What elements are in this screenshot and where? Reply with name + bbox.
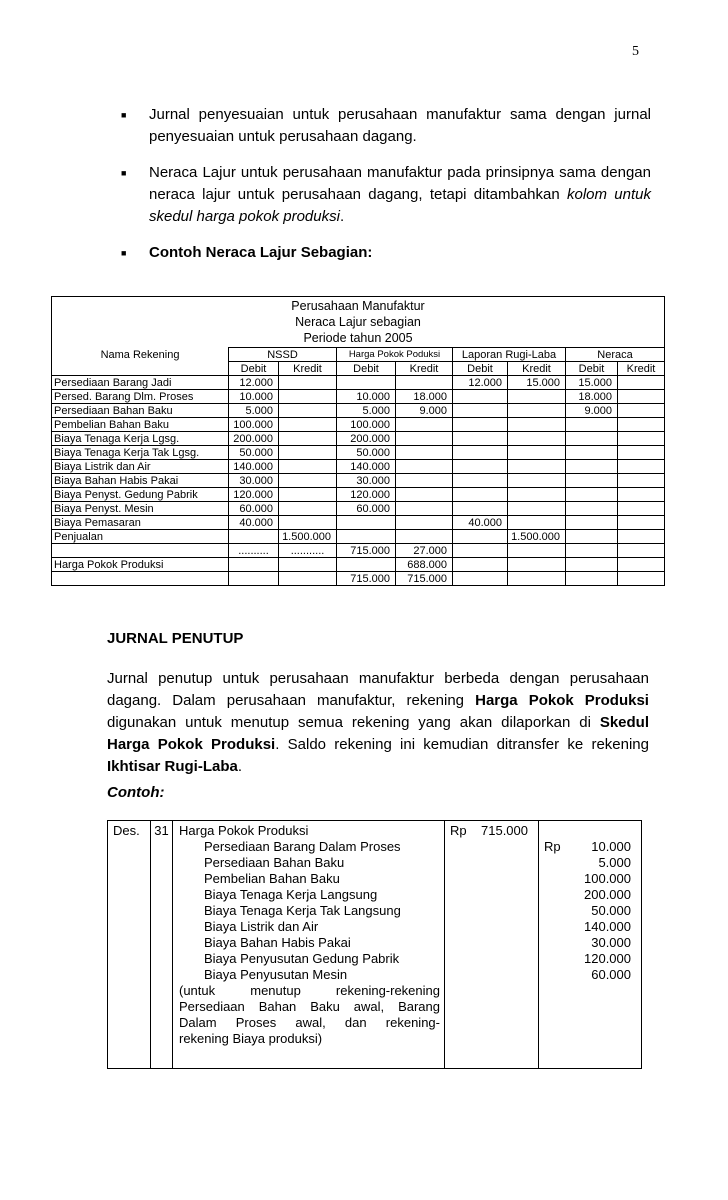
- amount-cell: 15.000: [508, 376, 566, 390]
- amount-cell: 60.000: [337, 502, 396, 516]
- memo-line: Dalam Proses awal, dan rekening-: [179, 1015, 440, 1030]
- debit-column: [445, 821, 539, 1069]
- amount-cell: 10.000: [229, 390, 279, 404]
- account-name-cell: Biaya Penyst. Gedung Pabrik: [52, 488, 229, 502]
- amount-cell: [508, 488, 566, 502]
- amount-cell: 30.000: [229, 474, 279, 488]
- amount-cell: [508, 432, 566, 446]
- amount-cell: [618, 558, 665, 572]
- table-row: [52, 418, 665, 432]
- bullet-text: Neraca Lajur untuk perusahaan manufaktur pada prinsipnya sama dengan neraca lajur untuk perusahaan dagang, tetapi ditambahkan kolom untuk skedul harga pokok produksi.: [149, 164, 651, 225]
- amount-cell: [508, 418, 566, 432]
- amount-cell: 200.000: [337, 432, 396, 446]
- amount-cell: [566, 488, 618, 502]
- amount-cell: 120.000: [337, 488, 396, 502]
- amount-cell: [396, 376, 453, 390]
- amount-cell: [396, 418, 453, 432]
- amount-cell: ...........: [279, 544, 337, 558]
- credit-amount: 5.000: [598, 855, 631, 870]
- amount-cell: [566, 502, 618, 516]
- account-name-cell: Biaya Bahan Habis Pakai: [52, 474, 229, 488]
- example-label: Contoh:: [107, 784, 165, 801]
- account-name-cell: Harga Pokok Produksi: [52, 558, 229, 572]
- credit-amount: 200.000: [584, 887, 631, 902]
- amount-cell: [396, 502, 453, 516]
- amount-cell: [396, 432, 453, 446]
- amount-cell: 5.000: [229, 404, 279, 418]
- amount-cell: [337, 376, 396, 390]
- amount-cell: [566, 432, 618, 446]
- amount-cell: 1.500.000: [279, 530, 337, 544]
- amount-cell: [453, 460, 508, 474]
- amount-cell: 140.000: [229, 460, 279, 474]
- amount-cell: 9.000: [396, 404, 453, 418]
- account-name-cell: Pembelian Bahan Baku: [52, 418, 229, 432]
- amount-cell: [618, 432, 665, 446]
- table-row: [52, 502, 665, 516]
- subheader-cell: Kredit: [279, 362, 337, 376]
- bullet-text: Jurnal penyesuaian untuk perusahaan manufaktur sama dengan jurnal penyesuaian untuk perusahaan dagang.: [149, 106, 651, 145]
- amount-cell: [279, 460, 337, 474]
- account-name-cell: Biaya Listrik dan Air: [52, 460, 229, 474]
- amount-cell: [279, 516, 337, 530]
- memo-line: (untuk menutup rekening-rekening: [179, 983, 440, 998]
- square-bullet-icon: ■: [121, 248, 127, 258]
- amount-cell: [618, 418, 665, 432]
- bullet-item: [121, 242, 651, 264]
- amount-cell: [279, 446, 337, 460]
- amount-cell: [453, 418, 508, 432]
- amount-cell: [279, 558, 337, 572]
- subheader-cell: Kredit: [618, 362, 665, 376]
- table-row: [52, 404, 665, 418]
- amount-cell: [508, 460, 566, 474]
- credit-amount-line: [544, 935, 641, 951]
- credit-amount-line: [544, 919, 641, 935]
- table-row: [52, 558, 665, 572]
- credit-amount-line: [544, 855, 641, 871]
- account-name-cell: [52, 572, 229, 586]
- amount-cell: [566, 572, 618, 586]
- amount-cell: [453, 432, 508, 446]
- credit-column: [539, 821, 642, 1069]
- table-row: [52, 572, 665, 586]
- subheader-cell: Debit: [229, 362, 279, 376]
- credit-amount: 10.000: [591, 839, 631, 854]
- amount-cell: [508, 558, 566, 572]
- amount-cell: [337, 516, 396, 530]
- memo-line: rekening Biaya produksi): [179, 1031, 323, 1046]
- amount-cell: [566, 530, 618, 544]
- table-row: [52, 432, 665, 446]
- amount-cell: [618, 376, 665, 390]
- amount-cell: [508, 390, 566, 404]
- amount-cell: [229, 572, 279, 586]
- table-row: [52, 446, 665, 460]
- page-number: 5: [632, 44, 639, 59]
- amount-cell: [279, 432, 337, 446]
- account-name-cell: [52, 544, 229, 558]
- credit-account: Biaya Listrik dan Air: [204, 919, 319, 934]
- amount-cell: 50.000: [337, 446, 396, 460]
- amount-cell: 30.000: [337, 474, 396, 488]
- credit-currency: Rp: [544, 839, 561, 854]
- account-name-cell: Persediaan Bahan Baku: [52, 404, 229, 418]
- amount-cell: [566, 446, 618, 460]
- amount-cell: 12.000: [229, 376, 279, 390]
- amount-cell: [508, 474, 566, 488]
- amount-cell: [508, 404, 566, 418]
- table-row: [52, 474, 665, 488]
- spacer: [544, 823, 641, 839]
- amount-cell: 5.000: [337, 404, 396, 418]
- amount-cell: 60.000: [229, 502, 279, 516]
- credit-amount-line: [544, 871, 641, 887]
- square-bullet-icon: ■: [121, 110, 127, 120]
- amount-cell: [229, 530, 279, 544]
- amount-cell: 27.000: [396, 544, 453, 558]
- amount-cell: [279, 390, 337, 404]
- amount-cell: [566, 558, 618, 572]
- amount-cell: 10.000: [337, 390, 396, 404]
- amount-cell: 9.000: [566, 404, 618, 418]
- amount-cell: [279, 572, 337, 586]
- credit-amount: 120.000: [584, 951, 631, 966]
- subheader-cell: Kredit: [508, 362, 566, 376]
- amount-cell: [396, 460, 453, 474]
- amount-cell: [396, 488, 453, 502]
- bullet-item: [121, 104, 651, 148]
- table-row: [52, 488, 665, 502]
- amount-cell: [453, 530, 508, 544]
- journal-accounts: [173, 821, 445, 1069]
- credit-account: Persediaan Barang Dalam Proses: [204, 839, 401, 854]
- amount-cell: ..........: [229, 544, 279, 558]
- account-name-cell: Persediaan Barang Jadi: [52, 376, 229, 390]
- amount-cell: [453, 572, 508, 586]
- amount-cell: [618, 474, 665, 488]
- amount-cell: [279, 474, 337, 488]
- amount-cell: 688.000: [396, 558, 453, 572]
- subheader-cell: Debit: [566, 362, 618, 376]
- amount-cell: [453, 474, 508, 488]
- amount-cell: 1.500.000: [508, 530, 566, 544]
- credit-amount-line: [544, 887, 641, 903]
- amount-cell: [618, 390, 665, 404]
- bullet-item: [121, 162, 651, 228]
- amount-cell: 50.000: [229, 446, 279, 460]
- table-row: [52, 376, 665, 390]
- amount-cell: [453, 404, 508, 418]
- worksheet-table: [51, 296, 665, 586]
- amount-cell: [396, 516, 453, 530]
- amount-cell: [279, 488, 337, 502]
- account-name-cell: Penjualan: [52, 530, 229, 544]
- worksheet-title: Perusahaan Manufaktur Neraca Lajur sebagian Periode tahun 2005: [52, 297, 665, 348]
- amount-cell: [337, 558, 396, 572]
- amount-cell: [279, 502, 337, 516]
- amount-cell: [618, 544, 665, 558]
- header-laba-rugi: Laporan Rugi-Laba: [453, 348, 566, 362]
- amount-cell: [396, 474, 453, 488]
- amount-cell: 100.000: [337, 418, 396, 432]
- amount-cell: [279, 376, 337, 390]
- table-row: [52, 460, 665, 474]
- amount-cell: [618, 572, 665, 586]
- account-name-cell: Biaya Penyst. Mesin: [52, 502, 229, 516]
- table-row: [52, 530, 665, 544]
- account-name-cell: Biaya Tenaga Kerja Tak Lgsg.: [52, 446, 229, 460]
- amount-cell: [618, 530, 665, 544]
- amount-cell: [396, 530, 453, 544]
- amount-cell: 200.000: [229, 432, 279, 446]
- amount-cell: [453, 390, 508, 404]
- header-hpp: Harga Pokok Poduksi: [337, 348, 453, 362]
- amount-cell: 140.000: [337, 460, 396, 474]
- amount-cell: 100.000: [229, 418, 279, 432]
- amount-cell: 15.000: [566, 376, 618, 390]
- amount-cell: [566, 460, 618, 474]
- journal-table: [107, 820, 642, 1069]
- subheader-cell: Debit: [337, 362, 396, 376]
- table-row: [52, 544, 665, 558]
- amount-cell: [618, 460, 665, 474]
- amount-cell: 40.000: [229, 516, 279, 530]
- amount-cell: [508, 572, 566, 586]
- amount-cell: 18.000: [396, 390, 453, 404]
- section-title: JURNAL PENUTUP: [107, 630, 244, 647]
- credit-account: Biaya Bahan Habis Pakai: [204, 935, 351, 950]
- header-nssd: NSSD: [229, 348, 337, 362]
- journal-month: Des.: [108, 821, 151, 1069]
- amount-cell: [396, 446, 453, 460]
- amount-cell: [508, 544, 566, 558]
- amount-cell: [279, 404, 337, 418]
- amount-cell: [453, 488, 508, 502]
- amount-cell: [618, 488, 665, 502]
- account-name-cell: Biaya Pemasaran: [52, 516, 229, 530]
- amount-cell: [279, 418, 337, 432]
- amount-cell: [453, 558, 508, 572]
- square-bullet-icon: ■: [121, 168, 127, 178]
- credit-account: Biaya Tenaga Kerja Tak Langsung: [204, 903, 401, 918]
- journal-day: 31: [151, 821, 173, 1069]
- debit-amount: 715.000: [481, 823, 528, 838]
- credit-account: Persediaan Bahan Baku: [204, 855, 345, 870]
- amount-cell: [618, 516, 665, 530]
- amount-cell: 120.000: [229, 488, 279, 502]
- amount-cell: [618, 502, 665, 516]
- credit-account: Biaya Tenaga Kerja Langsung: [204, 887, 378, 902]
- amount-cell: [566, 474, 618, 488]
- credit-account: Biaya Penyusutan Gedung Pabrik: [204, 951, 400, 966]
- debit-account: Harga Pokok Produksi: [179, 823, 309, 838]
- amount-cell: [566, 544, 618, 558]
- amount-cell: [453, 544, 508, 558]
- credit-amount-line: [544, 967, 641, 983]
- header-nama-rekening: Nama Rekening: [52, 348, 229, 362]
- amount-cell: 715.000: [337, 572, 396, 586]
- account-name-cell: Persed. Barang Dlm. Proses: [52, 390, 229, 404]
- amount-cell: [508, 502, 566, 516]
- amount-cell: 715.000: [396, 572, 453, 586]
- amount-cell: [618, 446, 665, 460]
- subheader-cell: Debit: [453, 362, 508, 376]
- amount-cell: [229, 558, 279, 572]
- memo-line: Persediaan Bahan Baku awal, Barang: [179, 999, 440, 1014]
- amount-cell: [453, 446, 508, 460]
- amount-cell: [618, 404, 665, 418]
- amount-cell: 715.000: [337, 544, 396, 558]
- credit-amount: 60.000: [591, 967, 631, 982]
- paragraph: Jurnal penutup untuk perusahaan manufaktur berbeda dengan perusahaan dagang. Dalam perusahaan manufaktur, rekening Harga Pokok Produksi digunakan untuk menutup semua rekening yang akan dilaporkan di Skedul Harga Pokok Produksi. Saldo rekening ini kemudian ditransfer ke rekening Ikhtisar Rugi-Laba.: [107, 670, 649, 775]
- debit-currency: Rp: [450, 823, 467, 838]
- credit-amount: 50.000: [591, 903, 631, 918]
- header-blank: [52, 362, 229, 376]
- amount-cell: [566, 516, 618, 530]
- amount-cell: 18.000: [566, 390, 618, 404]
- amount-cell: [453, 502, 508, 516]
- header-neraca: Neraca: [566, 348, 665, 362]
- bullet-list: [121, 104, 651, 278]
- subheader-cell: Kredit: [396, 362, 453, 376]
- account-name-cell: Biaya Tenaga Kerja Lgsg.: [52, 432, 229, 446]
- bullet-text: Contoh Neraca Lajur Sebagian:: [149, 244, 373, 261]
- amount-cell: [508, 516, 566, 530]
- amount-cell: 12.000: [453, 376, 508, 390]
- credit-amount-line: [544, 903, 641, 919]
- credit-amount: 30.000: [591, 935, 631, 950]
- credit-amount-line: [544, 951, 641, 967]
- amount-cell: [337, 530, 396, 544]
- credit-amount-line: [544, 839, 641, 855]
- table-row: [52, 390, 665, 404]
- credit-amount: 100.000: [584, 871, 631, 886]
- credit-account: Pembelian Bahan Baku: [204, 871, 340, 886]
- credit-amount: 140.000: [584, 919, 631, 934]
- credit-account: Biaya Penyusutan Mesin: [204, 967, 348, 982]
- amount-cell: [508, 446, 566, 460]
- table-row: [52, 516, 665, 530]
- amount-cell: [566, 418, 618, 432]
- amount-cell: 40.000: [453, 516, 508, 530]
